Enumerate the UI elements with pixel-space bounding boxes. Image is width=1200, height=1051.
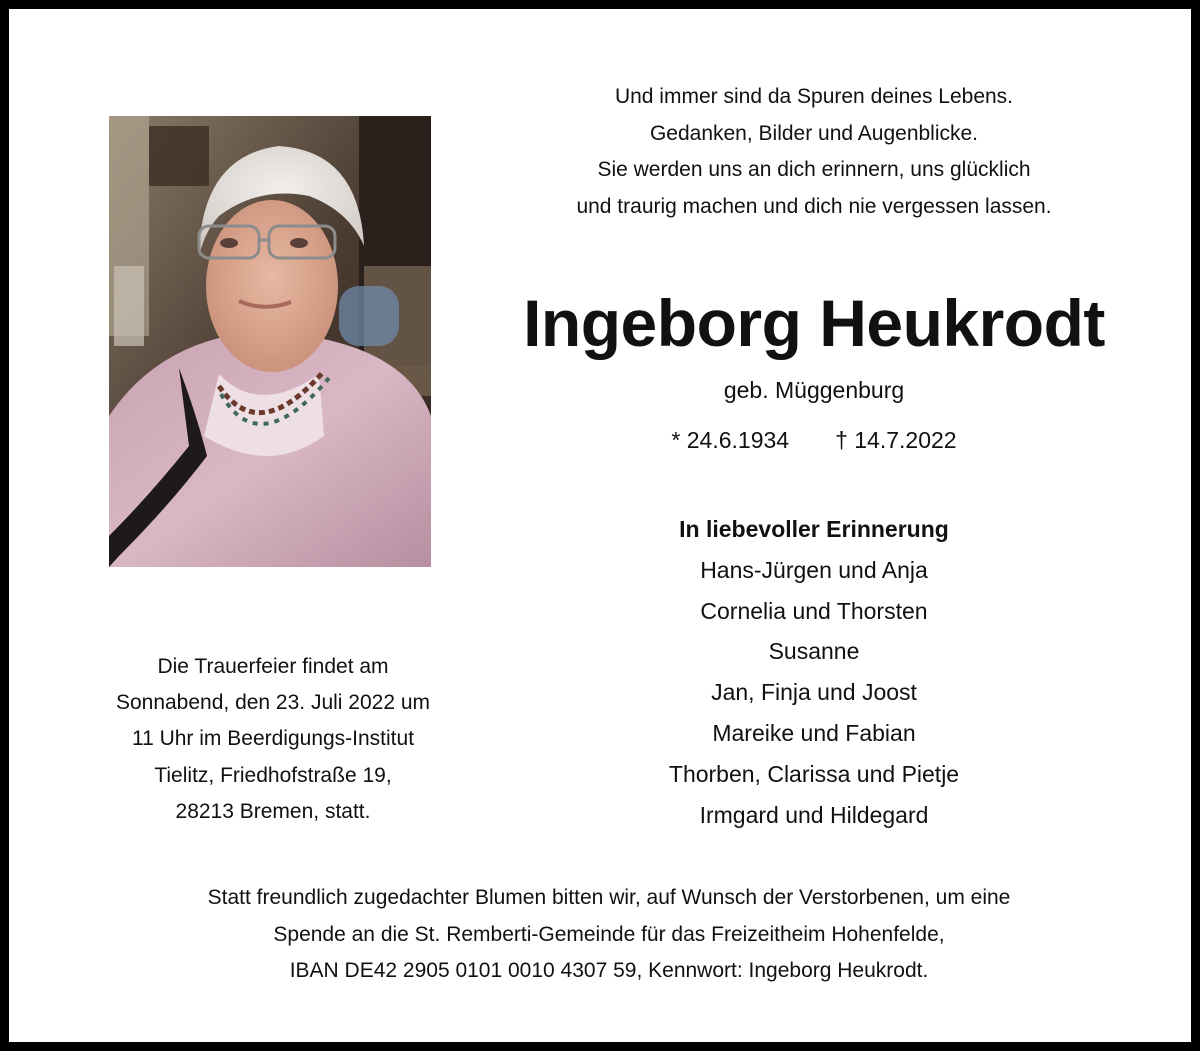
quote-line: Gedanken, Bilder und Augenblicke. [649, 121, 979, 145]
birth-date: * 24.6.1934 [671, 427, 790, 453]
quote-line: Sie werden uns an dich erinnern, uns glücklich [597, 158, 1031, 181]
mourners-list [479, 509, 1149, 835]
donation-line: Statt freundlich zugedachter Blumen bitten wir, auf Wunsch der Verstorbenen, um eine [207, 886, 1011, 909]
mourner-entry: Susanne [768, 638, 860, 665]
birth-name: geb. Müggenburg [723, 377, 905, 403]
death-date: † 14.7.2022 [835, 427, 957, 453]
mourner-entry: Jan, Finja und Joost [711, 679, 917, 706]
mourner-entry: Cornelia und Thorsten [700, 597, 928, 624]
portrait-photo [109, 116, 431, 567]
deceased-name: Ingeborg Heukrodt [523, 286, 1105, 360]
quote-line: Und immer sind da Spuren deines Lebens. [614, 85, 1014, 108]
ceremony-line: 11 Uhr im Beerdigungs-Institut [131, 727, 415, 751]
life-dates [479, 423, 1149, 457]
memorial-quote [479, 79, 1149, 225]
funeral-service-notice [69, 649, 477, 830]
donation-line: Spende an die St. Remberti-Gemeinde für das Freizeitheim Hohenfelde, [273, 922, 945, 946]
mourner-entry: Mareike und Fabian [712, 719, 916, 746]
donation-request [49, 880, 1169, 990]
ceremony-line: Tielitz, Friedhofstraße 19, [154, 763, 392, 787]
mourner-entry: Irmgard und Hildegard [699, 801, 929, 828]
donation-line: IBAN DE42 2905 0101 0010 4307 59, Kennwort: Ingeborg Heukrodt. [289, 959, 929, 982]
quote-line: und traurig machen und dich nie vergessen lassen. [576, 194, 1052, 218]
mourners-heading: In liebevoller Erinnerung [679, 516, 949, 542]
mourner-entry: Hans-Jürgen und Anja [700, 556, 928, 583]
ceremony-line: 28213 Bremen, statt. [175, 799, 371, 823]
ceremony-line: Sonnabend, den 23. Juli 2022 um [115, 691, 431, 715]
mourner-entry: Thorben, Clarissa und Pietje [668, 760, 960, 787]
ceremony-line: Die Trauerfeier findet am [157, 655, 389, 678]
